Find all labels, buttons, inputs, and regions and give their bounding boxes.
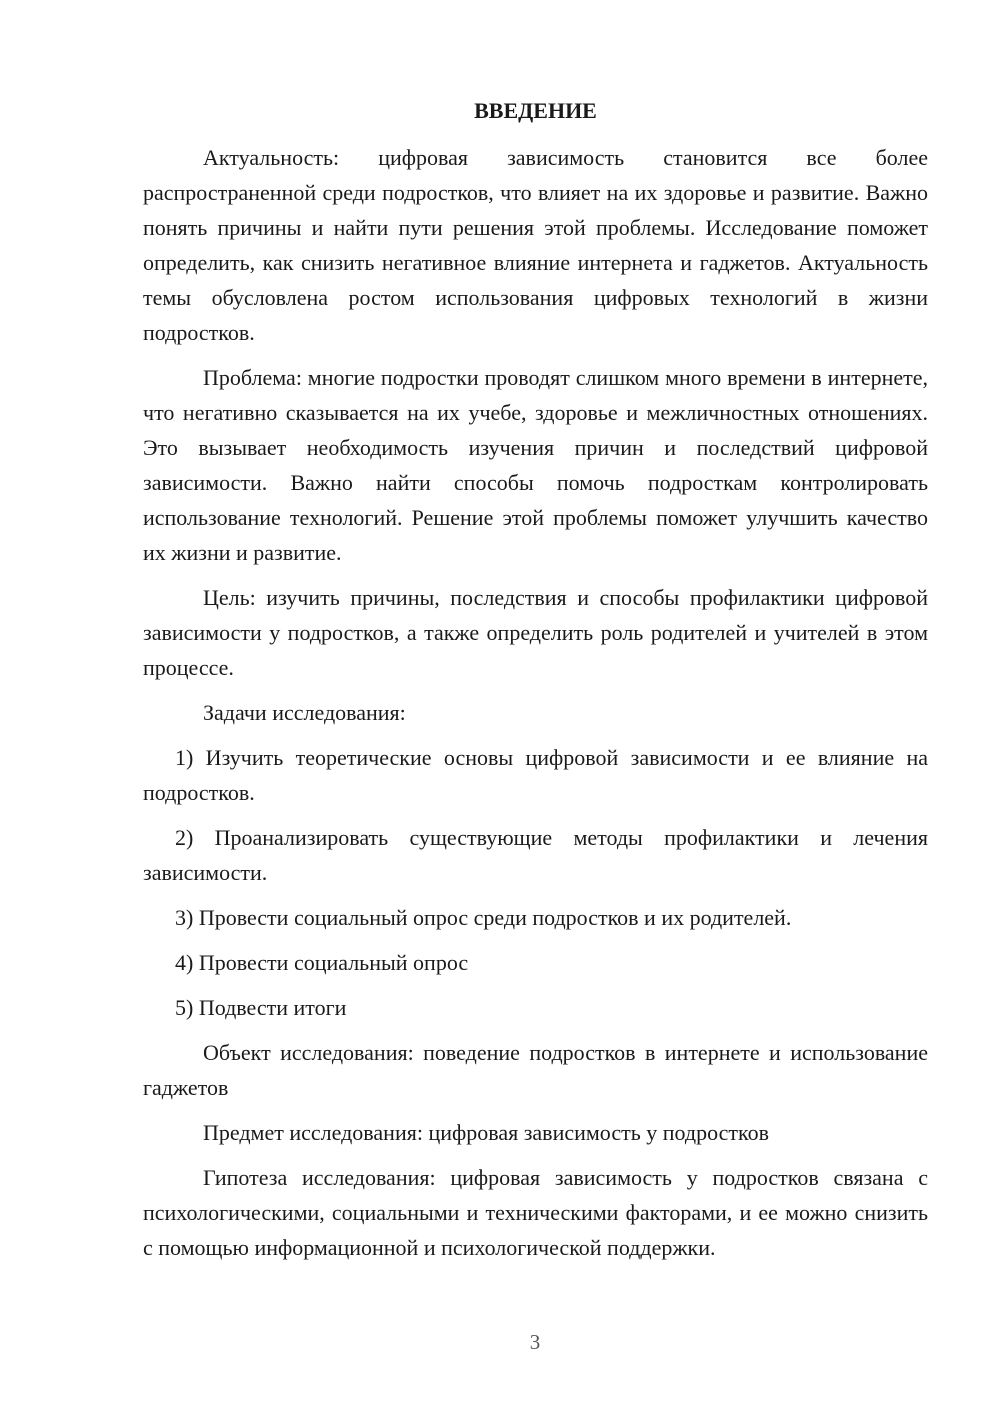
task-item-1: 1) Изучить теоретические основы цифровой зависимости и ее влияние на подростков.: [143, 745, 928, 805]
page-number: 3: [529, 1330, 541, 1354]
object-paragraph: Объект исследования: поведение подростков в интернете и использование гаджетов: [143, 1040, 928, 1100]
hypothesis-paragraph: Гипотеза исследования: цифровая зависимость у подростков связана с психологическими, социальными и техническими факторами, и ее можно снизить с помощью информационной и психологической поддержки.: [143, 1165, 928, 1260]
task-item-3: 3) Провести социальный опрос среди подростков и их родителей.: [175, 905, 792, 930]
task-item-4: 4) Провести социальный опрос: [175, 950, 469, 975]
subject-paragraph: Предмет исследования: цифровая зависимость у подростков: [203, 1120, 769, 1145]
document-page: [143, 96, 928, 1275]
tasks-heading: Задачи исследования:: [203, 700, 406, 725]
relevance-paragraph: Актуальность: цифровая зависимость становится все более распространенной среди подростков, что влияет на их здоровье и развитие. Важно понять причины и найти пути решения этой проблемы. Исследование поможет определить, как снизить негативное влияние интернета и гаджетов. Актуальность темы обусловлена ростом использования цифровых технологий в жизни подростков.: [143, 145, 928, 345]
task-item-5: 5) Подвести итоги: [175, 995, 347, 1020]
page-title: ВВЕДЕНИЕ: [474, 98, 597, 123]
problem-paragraph: Проблема: многие подростки проводят слишком много времени в интернете, что негативно сказывается на их учебе, здоровье и межличностных отношениях. Это вызывает необходимость изучения причин и последствий цифровой зависимости. Важно найти способы помочь подросткам контролировать использование технологий. Решение этой проблемы поможет улучшить качество их жизни и развитие.: [143, 365, 928, 565]
goal-paragraph: Цель: изучить причины, последствия и способы профилактики цифровой зависимости у подростков, а также определить роль родителей и учителей в этом процессе.: [143, 585, 928, 680]
task-item-2: 2) Проанализировать существующие методы профилактики и лечения зависимости.: [143, 825, 928, 885]
